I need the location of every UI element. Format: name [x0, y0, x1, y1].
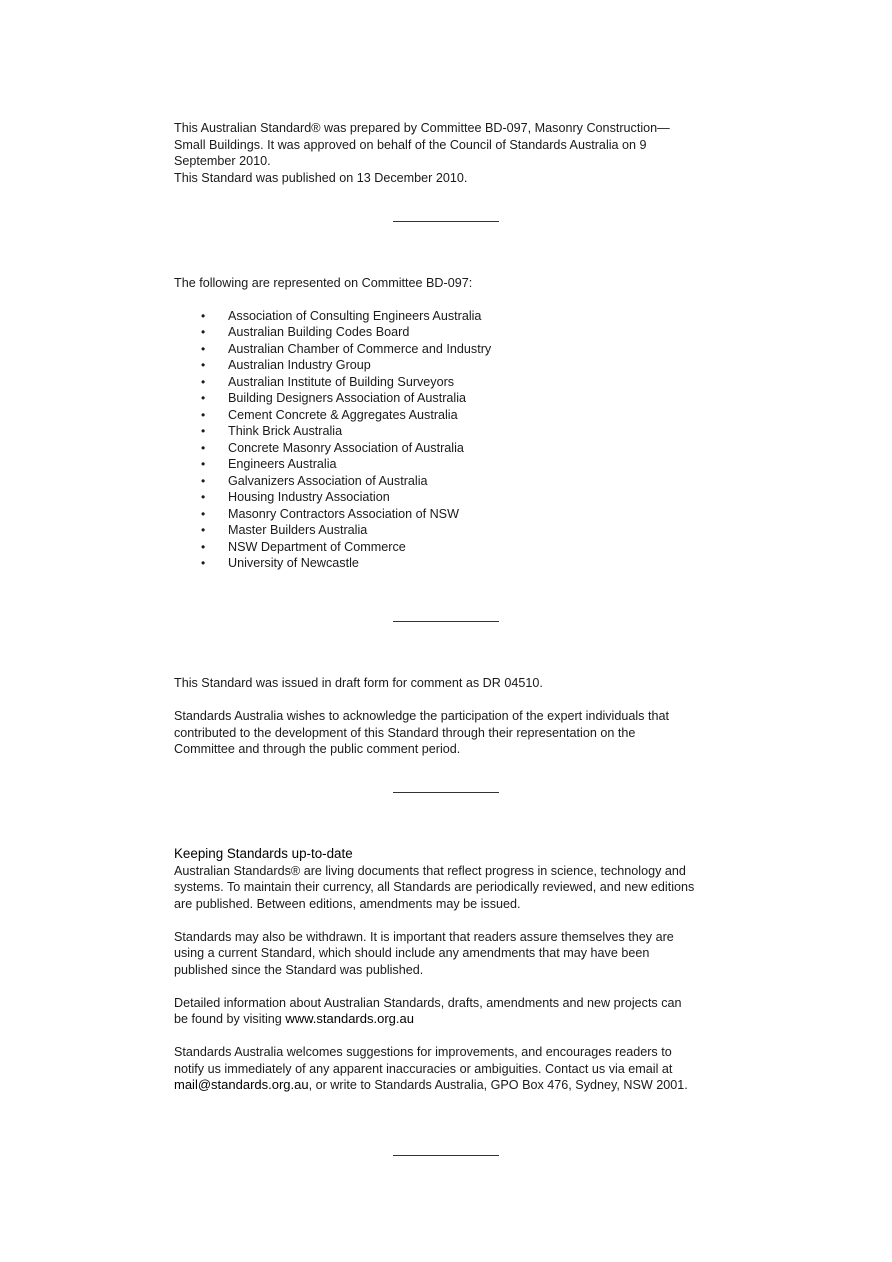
list-item: • Think Brick Australia — [174, 423, 724, 440]
paragraph-text: , or write to Standards Australia, GPO Box 476, Sydney, NSW 2001. — [308, 1078, 688, 1092]
paragraph-line: systems. To maintain their currency, all Standards are periodically reviewed, and new editions — [174, 880, 695, 894]
draft-section — [174, 675, 724, 758]
paragraph-line: Standards may also be withdrawn. It is important that readers assure themselves they are — [174, 929, 674, 944]
list-item: • Building Designers Association of Australia — [174, 390, 724, 407]
list-item: • Masonry Contractors Association of NSW — [174, 506, 724, 523]
uptodate-section — [174, 846, 724, 1094]
draft-issued-text: This Standard was issued in draft form for comment as DR 04510. — [174, 676, 543, 690]
list-item: • Housing Industry Association — [174, 489, 724, 506]
acknowledgement-line-1: Standards Australia wishes to acknowledge the participation of the expert individuals that — [174, 709, 669, 723]
approval-line-3: September 2010. — [174, 154, 271, 168]
approval-line-1: This Australian Standard® was prepared by Committee BD-097, Masonry Construction— — [174, 121, 670, 135]
divider-rule — [393, 621, 499, 622]
paragraph-line: Standards Australia welcomes suggestions for improvements, and encourages readers to — [174, 1045, 672, 1059]
list-item: • Master Builders Australia — [174, 522, 724, 539]
list-item: • University of Newcastle — [174, 555, 724, 572]
approval-line-2: Small Buildings. It was approved on behalf of the Council of Standards Australia on 9 — [174, 137, 647, 152]
list-item: • Engineers Australia — [174, 456, 724, 473]
list-item: • Galvanizers Association of Australia — [174, 473, 724, 490]
published-date: This Standard was published on 13 December 2010. — [174, 170, 468, 185]
divider-rule — [393, 792, 499, 793]
email-link[interactable]: mail@standards.org.au — [174, 1077, 309, 1092]
acknowledgement-line-3: Committee and through the public comment period. — [174, 742, 461, 756]
list-item: • NSW Department of Commerce — [174, 539, 724, 556]
list-item: • Concrete Masonry Association of Australia — [174, 440, 724, 457]
paragraph-line — [174, 1011, 724, 1028]
acknowledgement-line-2: contributed to the development of this Standard through their representation on the — [174, 725, 636, 740]
paragraph-line — [174, 1077, 724, 1094]
paragraph-text: be found by visiting — [174, 1012, 286, 1026]
paragraph-line: Australian Standards® are living documents that reflect progress in science, technology and — [174, 863, 686, 878]
list-item: • Australian Building Codes Board — [174, 324, 724, 341]
list-item: • Australian Institute of Building Surveyors — [174, 374, 724, 391]
section-heading: Keeping Standards up-to-date — [174, 846, 353, 861]
committee-intro: The following are represented on Committee BD-097: — [174, 276, 473, 290]
website-link[interactable]: www.standards.org.au — [285, 1011, 414, 1026]
divider-rule — [393, 1155, 499, 1156]
paragraph-line: notify us immediately of any apparent inaccuracies or ambiguities. Contact us via email at — [174, 1061, 673, 1076]
paragraph-line: Detailed information about Australian Standards, drafts, amendments and new projects can — [174, 995, 682, 1010]
list-item: • Australian Industry Group — [174, 357, 724, 374]
list-item: • Cement Concrete & Aggregates Australia — [174, 407, 724, 424]
paragraph-line: are published. Between editions, amendments may be issued. — [174, 896, 521, 911]
paragraph-line: using a current Standard, which should include any amendments that may have been — [174, 946, 650, 960]
list-item: • Association of Consulting Engineers Australia — [174, 308, 724, 325]
committee-section — [174, 275, 724, 572]
approval-section — [174, 120, 724, 186]
divider-rule — [393, 221, 499, 222]
paragraph-line: published since the Standard was published. — [174, 962, 424, 977]
committee-member-list — [174, 308, 724, 572]
list-item: • Australian Chamber of Commerce and Industry — [174, 341, 724, 358]
